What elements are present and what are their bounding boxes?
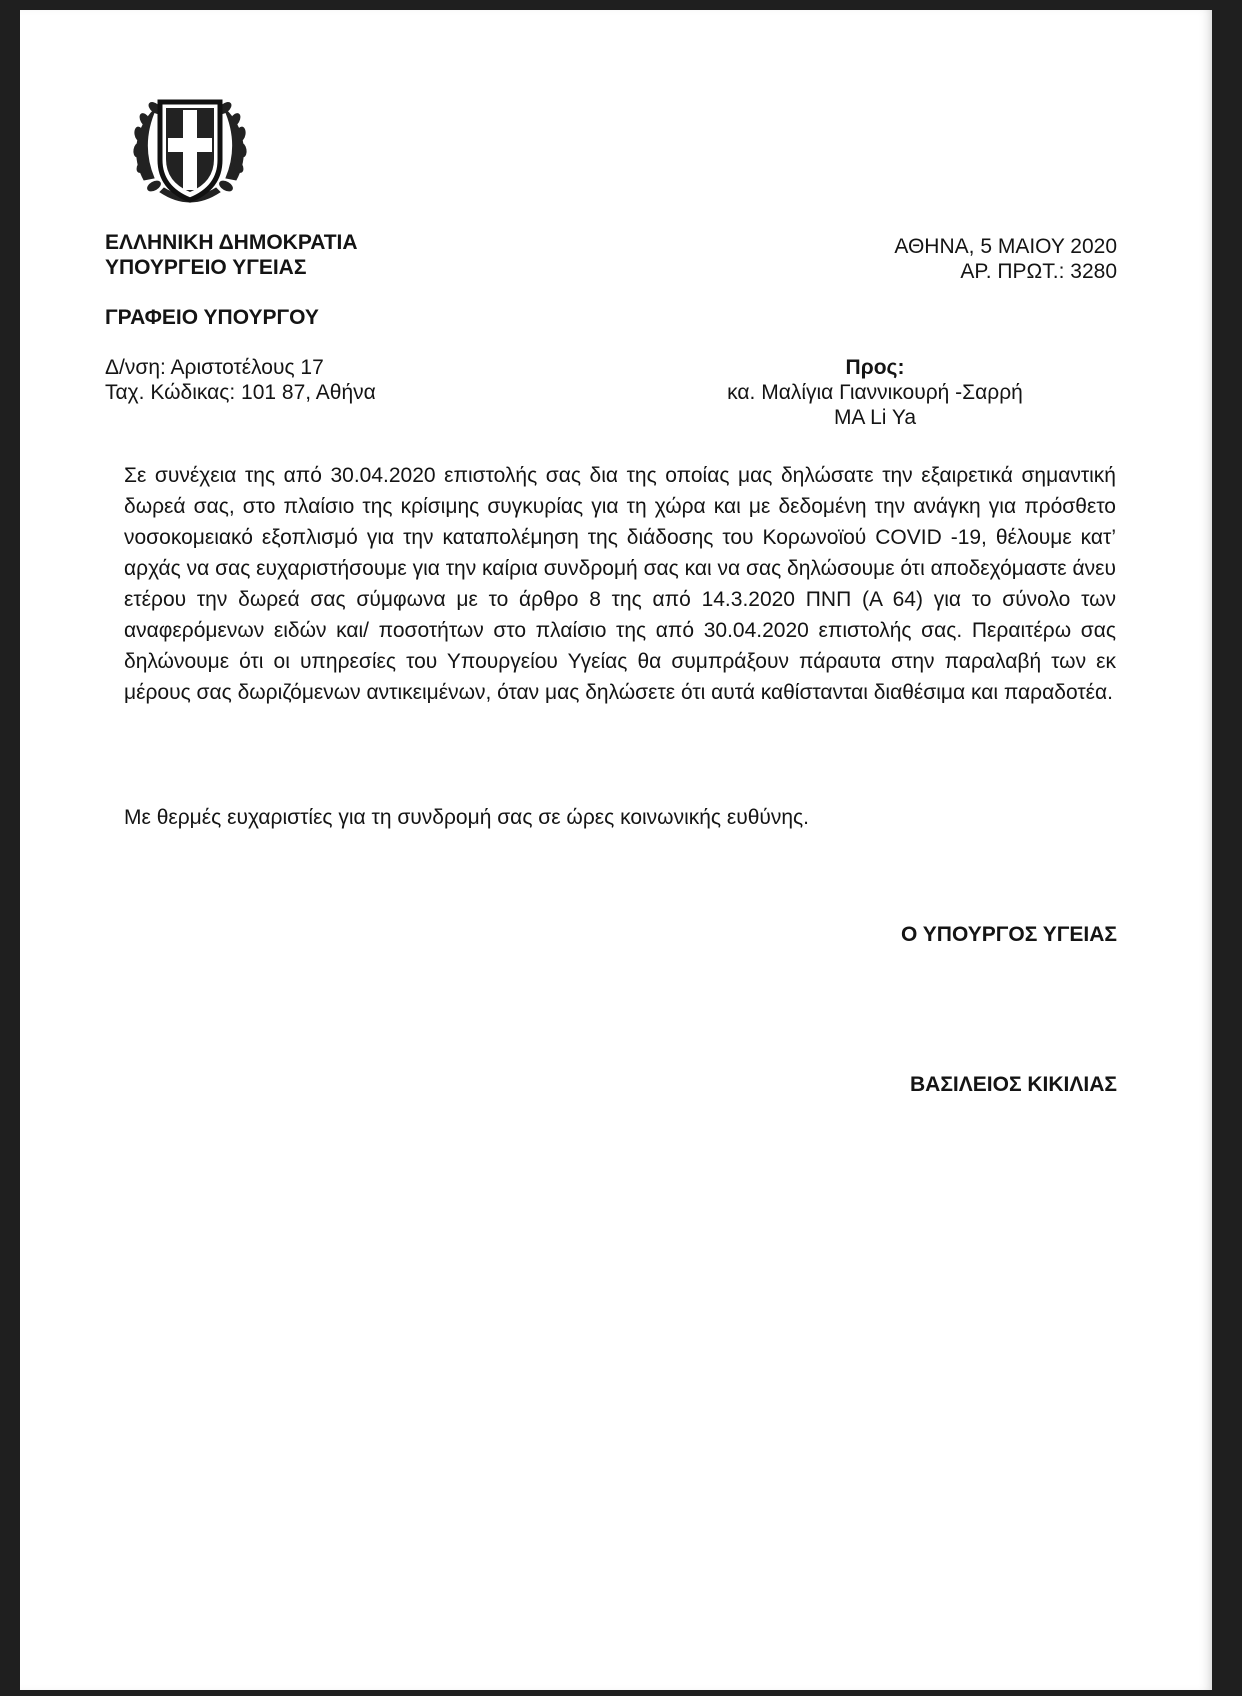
letter-date: ΑΘΗΝΑ, 5 ΜΑΙΟΥ 2020 [894,235,1117,258]
protocol-number: ΑΡ. ΠΡΩΤ.: 3280 [960,260,1117,283]
recipient-name: κα. Μαλίγια Γιαννικουρή -Σαρρή [727,381,1023,404]
signatory-name: ΒΑΣΙΛΕΙΟΣ ΚΙΚΙΛΙΑΣ [910,1073,1117,1096]
body-paragraph: Σε συνέχεια της από 30.04.2020 επιστολής σας δια της οποίας μας δηλώσατε την εξαιρετικά σημαντική δωρεά σας, στο πλαίσιο της κρίσιμης συγκυρίας για τη χώρα και με δεδομένη την ανάγκη για πρόσθετο νοσοκομειακό εξοπλισμό για την καταπολέμηση της διάδοσης του Κορωνοϊού COVID -19, θέλουμε κατ’ αρχάς να σας ευχαριστήσουμε για την καίρια συνδρομή σας και να σας δηλώσουμε ότι αποδεχόμαστε άνευ ετέρου την δωρεά σας σύμφωνα με το άρθρο 8 της από 14.3.2020 ΠΝΠ (Α 64) για το σύνολο των αναφερόμενων ειδών και/ ποσοτήτων στο πλαίσιο της από 30.04.2020 επιστολής σας. Περαιτέρω σας δηλώνουμε ότι οι υπηρεσίες του Υπουργείου Υγείας θα συμπράξουν πάραυτα στην παραλαβή των εκ μέρους σας δωριζόμενων αντικειμένων, όταν μας δηλώσετε ότι αυτά καθίστανται διαθέσιμα και παραδοτέα. [124,464,1116,704]
recipient-alias: MA Li Ya [833,406,917,429]
signatory-title: Ο ΥΠΟΥΡΓΟΣ ΥΓΕΙΑΣ [901,923,1117,946]
closing-line: Με θερμές ευχαριστίες για τη συνδρομή σας σε ώρες κοινωνικής ευθύνης. [124,806,810,829]
recipient-heading: Προς: [845,356,905,379]
ministry-heading: ΥΠΟΥΡΓΕΙΟ ΥΓΕΙΑΣ [105,256,307,279]
body-text [124,460,1116,708]
office-heading: ΓΡΑΦΕΙΟ ΥΠΟΥΡΓΟΥ [105,306,319,329]
address-line: Δ/νση: Αριστοτέλους 17 [105,356,324,379]
country-heading: ΕΛΛΗΝΙΚΗ ΔΗΜΟΚΡΑΤΙΑ [105,231,358,254]
coat-of-arms-emblem [124,88,256,218]
postal-line: Ταχ. Κώδικας: 101 87, Αθήνα [105,381,376,404]
letter-page [20,10,1212,1690]
